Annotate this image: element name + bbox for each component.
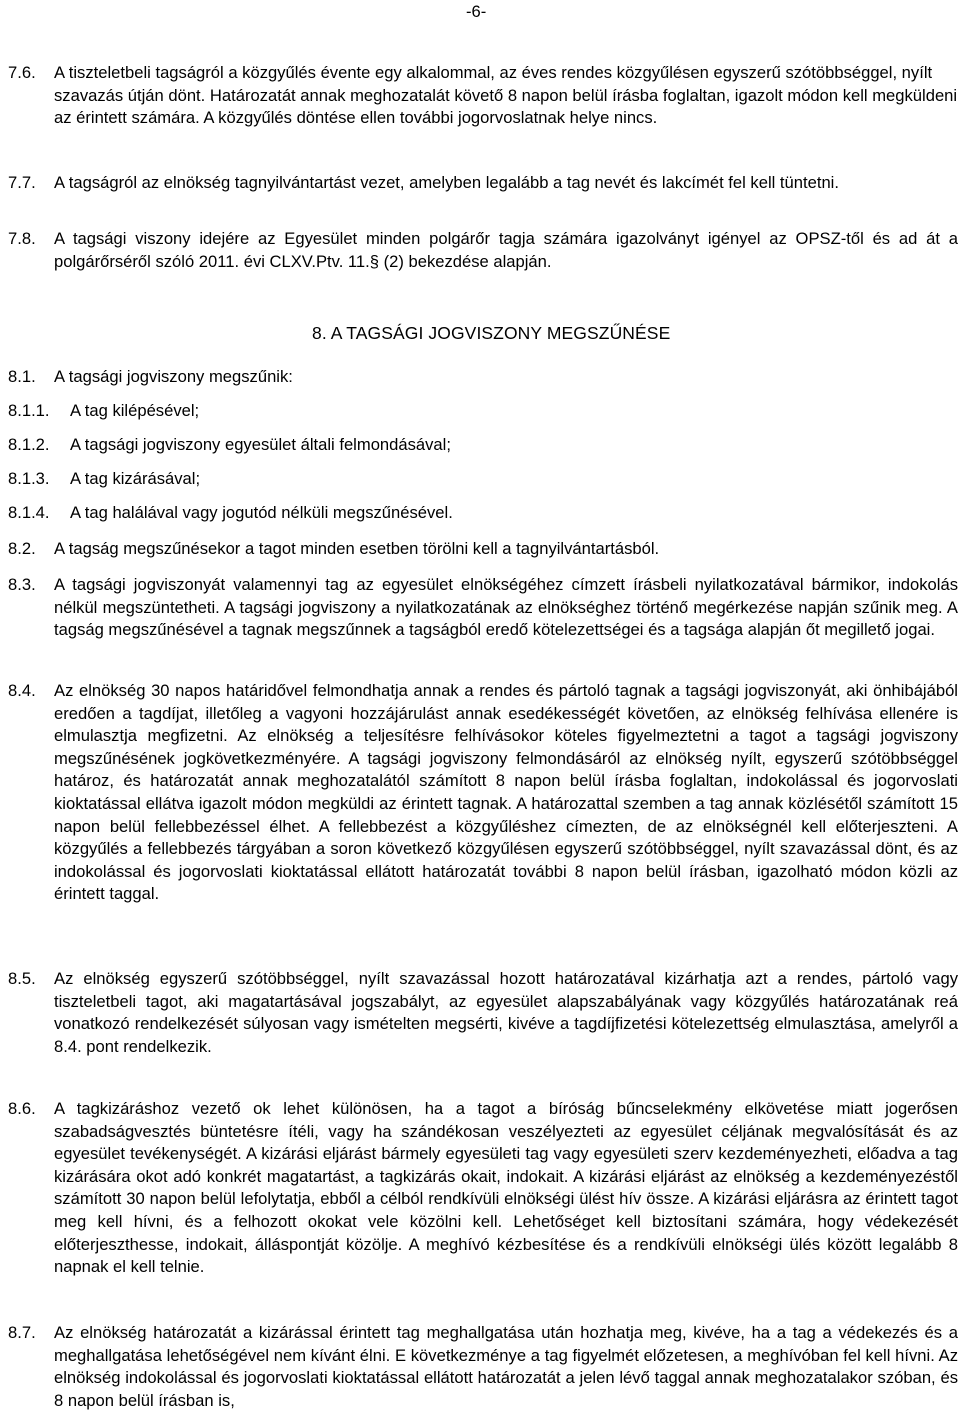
subitem-text: A tag halálával vagy jogutód nélküli megszűnésével. bbox=[70, 503, 453, 522]
paragraph-number: 8.5. bbox=[8, 969, 36, 988]
paragraph-text: Az elnökség határozatát a kizárással érintett tag meghallgatása után hozhatja meg, kivéve, ha a tag a védekezés és a meghallgatása lehetőségével nem kívánt élni. E következménye a tag figyelmét előzetesen, a meghívóban fel kell hívni. Az elnökség indokolással és jogorvoslati kioktatással ellátott határozatát a jelen lévő taggal annak meghozatalakor szóban, és 8 napon belül írásban is, bbox=[54, 1323, 958, 1410]
paragraph-7-8 bbox=[8, 228, 958, 273]
subitem-number: 8.1.3. bbox=[8, 469, 50, 488]
paragraph-text: A tagságról az elnökség tagnyilvántartást vezet, amelyben legalább a tag nevét és lakcímét fel kell tüntetni. bbox=[54, 173, 839, 192]
paragraph-text: A tagság megszűnésekor a tagot minden esetben törölni kell a tagnyilvántartásból. bbox=[54, 539, 660, 558]
paragraph-text: A tagsági viszony idejére az Egyesület minden polgárőr tagja számára igazolványt igényel az OPSZ-től és ad át a polgárőrséről szóló 2011. évi CLXV.Ptv. 11.§ (2) bekezdése alapján. bbox=[54, 229, 958, 271]
paragraph-8-5 bbox=[8, 968, 958, 1058]
paragraph-number: 8.3. bbox=[8, 575, 36, 594]
paragraph-number: 7.8. bbox=[8, 229, 36, 248]
paragraph-number: 8.4. bbox=[8, 681, 36, 700]
paragraph-8-3 bbox=[8, 574, 958, 642]
paragraph-number: 8.2. bbox=[8, 539, 36, 558]
subitem-number: 8.1.1. bbox=[8, 401, 50, 420]
paragraph-number: 7.7. bbox=[8, 173, 36, 192]
paragraph-number: 8.7. bbox=[8, 1323, 36, 1342]
paragraph-8-4 bbox=[8, 680, 958, 906]
subitem-number: 8.1.4. bbox=[8, 503, 50, 522]
subitem-8-1-2 bbox=[8, 434, 958, 457]
paragraph-text: Az elnökség 30 napos határidővel felmondhatja annak a rendes és pártoló tagnak a tagsági jogviszonyát, aki önhibájából eredően a tagdíjat, illetőleg a vagyoni hozzájárulást annak esedékességét követően, az elnökség felhívása ellenére is elmulasztja megfizetni. Az elnökség a teljesítésre felhívásokor köteles figyelmeztetni a tagot a tagsági jogviszony megszűnésének jogkövetkezményére. A tagsági jogviszony felmondásáról az elnökség nyílt, egyszerű szótöbbséggel határoz, és határozatát annak meghozatalától számított 8 napon belül írásba foglaltan, indokolással és jogorvoslati kioktatással ellátva igazolt módon megküldi az érintett tagnak. A határozattal szemben a tag annak közlésétől számított 15 napon belül fellebbezéssel élhet. A fellebbezést a közgyűléshez címezten, de az elnökségnél kell előterjeszteni. A közgyűlés a fellebbezés tárgyában a soron következő közgyűlésen egyszerű szótöbbséggel, nyílt szavazással dönt, és az indokolással és jogorvoslati kioktatással ellátott határozatát további 8 napon belül írásban, igazolható módon közli az érintett taggal. bbox=[54, 681, 958, 904]
paragraph-number: 8.1. bbox=[8, 367, 36, 386]
paragraph-text: A tagsági jogviszonyát valamennyi tag az egyesület elnökségéhez címzett írásbeli nyilatkozatával bármikor, indokolás nélkül megszüntetheti. A tagsági jogviszony a nyilatkozatának az elnökséghez történő megérkezése napján szűnik meg. A tagság megszűnésével a tagnak megszűnnek a tagságból eredő kötelezettségei és a tagsága alapján őt megillető jogai. bbox=[54, 575, 958, 640]
paragraph-7-7 bbox=[8, 172, 958, 195]
paragraph-8-6 bbox=[8, 1098, 958, 1279]
paragraph-number: 8.6. bbox=[8, 1099, 36, 1118]
subitem-number: 8.1.2. bbox=[8, 435, 50, 454]
paragraph-text: A tiszteletbeli tagságról a közgyűlés évente egy alkalommal, az éves rendes közgyűlésen egyszerű szótöbbséggel, nyílt szavazás útján dönt. Határozatát annak meghozatalát követő 8 napon belül írásba foglaltan, igazolt módon kell megküldeni az érintett számára. A közgyűlés döntése ellen további jogorvoslatnak helye nincs. bbox=[54, 63, 958, 128]
subitem-8-1-3 bbox=[8, 468, 958, 491]
subitem-8-1-4 bbox=[8, 502, 958, 525]
paragraph-8-7 bbox=[8, 1322, 958, 1412]
section-heading: 8. A TAGSÁGI JOGVISZONY MEGSZŰNÉSE bbox=[312, 323, 671, 343]
paragraph-text: A tagsági jogviszony megszűnik: bbox=[54, 367, 293, 386]
paragraph-number: 7.6. bbox=[8, 63, 36, 82]
subitem-text: A tagsági jogviszony egyesület általi felmondásával; bbox=[70, 435, 451, 454]
subitem-text: A tag kilépésével; bbox=[70, 401, 200, 420]
subitem-8-1-1 bbox=[8, 400, 958, 423]
paragraph-text: A tagkizáráshoz vezető ok lehet különösen, ha a tagot a bíróság bűncselekmény elkövetése miatt jogerősen szabadságvesztés büntetésre ítéli, vagy ha szándékosan veszélyezteti az egyesület céljának megvalósítását és az egyesület tevékenységét. A kizárási eljárást bármely egyesületi tag vagy egyesületi szerv kezdeményezheti, előadva a tag kizárására okot adó konkrét magatartást, a tagkizárás okait, indokait. A kizárási eljárást az elnökség a kezdeményezéstől számított 30 napon belül lefolytatja, ebből a célból rendkívüli elnökségi ülést hív össze. A kizárási eljárásra az érintett tagot meg kell hívni, és a felhozott okokat vele közölni kell. Lehetőséget kell biztosítani számára, hogy védekezését előterjeszthesse, indokait, álláspontját közölje. A meghívó kézbesítése és a rendkívüli elnökségi ülés között legalább 8 napnak el kell telnie. bbox=[54, 1099, 958, 1277]
paragraph-7-6 bbox=[8, 62, 958, 130]
paragraph-8-1 bbox=[8, 366, 958, 389]
page-number: -6- bbox=[466, 2, 487, 21]
paragraph-8-2 bbox=[8, 538, 958, 561]
subitem-text: A tag kizárásával; bbox=[70, 469, 201, 488]
paragraph-text: Az elnökség egyszerű szótöbbséggel, nyílt szavazással hozott határozatával kizárhatja azt a rendes, pártoló vagy tiszteletbeli tagot, aki magatartásával jogszabályt, az egyesület alapszabályának vagy közgyűlés határozatának reá vonatkozó rendelkezését súlyosan vagy ismételten megsérti, kivéve a tagdíjfizetési kötelezettség elmulasztása, amelyről a 8.4. pont rendelkezik. bbox=[54, 969, 958, 1056]
